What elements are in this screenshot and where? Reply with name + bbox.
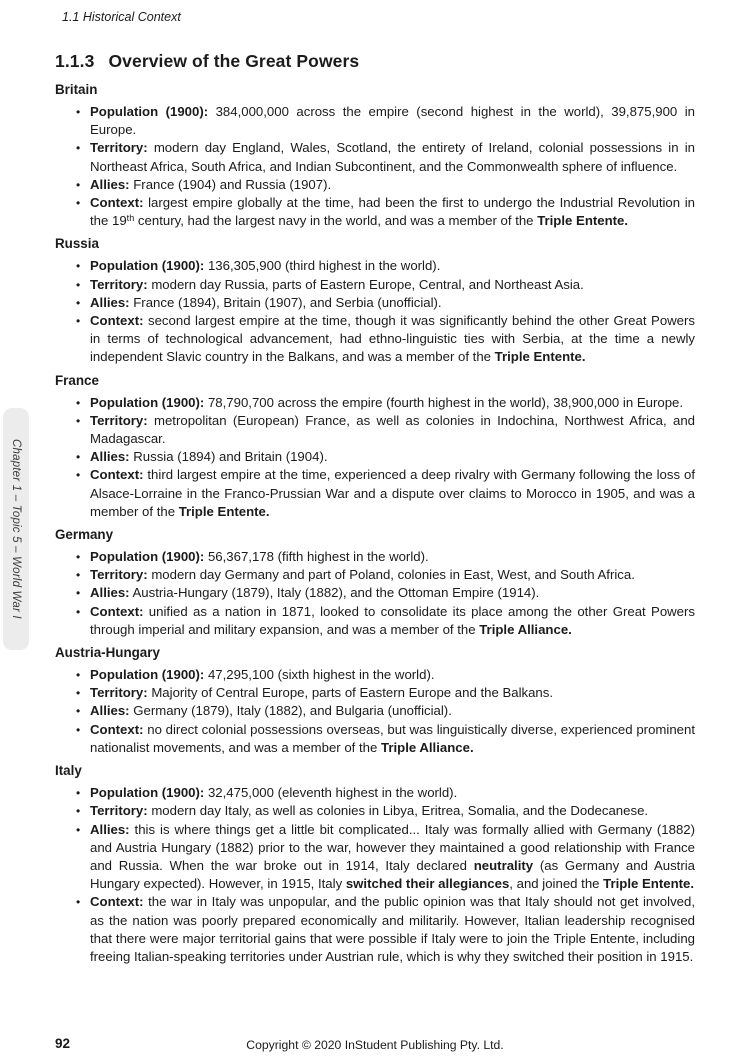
bullet-text: France (1904) and Russia (1907). [129,176,332,192]
section-heading: France [55,372,99,388]
bullet-text: modern day Germany and part of Poland, colonies in East, West, and South Africa. [147,567,635,583]
bullet-item [76,584,695,602]
bullet-label: Population (1900): [90,394,205,410]
bullet-label: switched their allegiances [345,876,510,892]
bullet-label: Territory: [90,803,148,819]
section-france [55,372,695,521]
bullet-label: Population (1900): [90,258,205,274]
bullet-label: Context: [90,603,144,619]
bullet-list [55,103,695,230]
bullet-label: Triple Entente. [178,503,270,519]
bullet-item [76,548,695,566]
sections [55,81,695,966]
bullet-label: Population (1900): [90,549,205,565]
bullet-label: Triple Entente. [537,213,629,229]
bullet-text: France (1894), Britain (1907), and Serbia (unofficial). [129,294,442,310]
bullet-item [76,294,695,312]
bullet-item [76,257,695,275]
bullet-item [76,176,695,194]
section-heading: Germany [55,527,114,543]
bullet-text: century, had the largest navy in the world, and was a member of the [134,213,538,229]
bullet-item [76,821,695,894]
bullet-list [55,257,695,366]
bullet-item [76,466,695,521]
bullet-text: 78,790,700 across the empire (fourth highest in the world), 38,900,000 in Europe. [204,394,684,410]
bullet-text: no direct colonial possessions overseas, but was linguistically diverse, experienced prominent nationalist movements, and was a member of the [90,721,695,755]
bullet-label: Context: [90,467,144,483]
bullet-label: Territory: [90,276,148,292]
bullet-text: largest empire globally at the time, had been the first to undergo the Industrial Revolution in the 19 [90,195,695,229]
bullet-label: Triple Alliance. [479,621,572,637]
bullet-label: Triple Entente. [494,349,586,365]
bullet-item [76,702,695,720]
bullet-item [76,893,695,966]
bullet-text: unified as a nation in 1871, looked to consolidate its place among the other Great Powers through imperial and military expansion, and was a member of the [90,603,695,637]
bullet-label: Territory: [90,567,148,583]
bullet-label: Allies: [90,821,130,837]
bullet-label: Territory: [90,685,148,701]
bullet-item [76,312,695,367]
section-germany [55,526,695,639]
bullet-text: (as Germany and Austria Hungary expected). However, in 1915, Italy [90,857,696,892]
bullet-label: Context: [90,313,144,329]
bullet-label: Context: [90,721,144,737]
bullet-item [76,394,695,412]
section-heading: Italy [55,763,82,779]
bullet-label: Triple Entente. [603,876,695,892]
section-heading: Austria-Hungary [55,645,160,661]
bullet-item [76,139,695,175]
chapter-sidebar-label: Chapter 1 – Topic 5 – World War I [10,439,22,619]
bullet-label: Population (1900): [90,785,205,801]
bullet-label: Allies: [90,703,130,719]
bullet-list [55,548,695,639]
copyright-text: Copyright © 2020 InStudent Publishing Pty. Ltd. [246,1038,504,1052]
bullet-item [76,603,695,639]
chapter-sidebar-tab [3,408,29,650]
bullet-text: Russia (1894) and Britain (1904). [129,449,328,465]
bullet-item [76,802,695,820]
bullet-item [76,276,695,294]
bullet-item [76,448,695,466]
bullet-text: Germany (1879), Italy (1882), and Bulgaria (unofficial). [129,703,452,719]
section-austria-hungary [55,644,695,757]
bullet-label: Context: [90,894,144,910]
bullet-item [76,721,695,757]
page-title-text: Overview of the Great Powers [108,51,360,71]
bullet-label: Allies: [90,176,130,192]
bullet-text: third largest empire at the time, experienced a deep rivalry with Germany following the loss of Alsace-Lorraine in the Franco-Prussian War and a dispute over claims to Morocco in 1905, and was a member of the [90,467,695,519]
bullet-text: this is where things get a little bit complicated... Italy was formally allied with Germany (1882) and Austria Hungary (1882) prior to the war, however they maintained a good relationship with France and Russia. When the war broke out in 1914, Italy declared [90,821,695,873]
bullet-item [76,103,695,139]
page-footer [0,1036,750,1056]
bullet-text: modern day Italy, as well as colonies in Libya, Eritrea, Somalia, and the Dodecanese. [147,803,649,819]
bullet-list [55,784,695,966]
bullet-text: modern day Russia, parts of Eastern Europe, Central, and Northeast Asia. [147,276,584,292]
bullet-label: neutrality [473,857,534,873]
bullet-list [55,666,695,757]
page-title [55,51,695,71]
bullet-text: Austria-Hungary (1879), Italy (1882), and the Ottoman Empire (1914). [129,585,540,601]
bullet-item [76,412,695,448]
bullet-item [76,194,695,230]
bullet-text: 136,305,900 (third highest in the world). [204,258,441,274]
bullet-text: 32,475,000 (eleventh highest in the world). [204,785,458,801]
section-heading: Russia [55,236,99,252]
bullet-label: Population (1900): [90,667,205,683]
bullet-text: second largest empire at the time, though it was significantly behind the other Great Powers in terms of technological advancement, had ethno-linguistic ties with Serbia, at the time a newly independent Slavic country in the Balkans, and was a member of the [90,313,695,365]
bullet-label: Territory: [90,412,148,428]
bullet-item [76,666,695,684]
bullet-text: the war in Italy was unpopular, and the public opinion was that Italy should not get involved, as the nation was poorly prepared economically and militarily. However, Italian leadership recognised that there were major territorial gains that were possible if Italy were to join the Triple Entente, including freeing Italian-speaking territories under Austrian rule, which is why they switched their position in 1915. [90,894,695,964]
bullet-label: Allies: [90,294,130,310]
section-italy [55,762,695,966]
bullet-text: Majority of Central Europe, parts of Eastern Europe and the Balkans. [147,685,554,701]
bullet-item [76,684,695,702]
bullet-text: 47,295,100 (sixth highest in the world). [204,667,435,683]
bullet-item [76,566,695,584]
bullet-list [55,394,695,521]
bullet-label: Territory: [90,140,148,156]
bullet-text: modern day England, Wales, Scotland, the entirety of Ireland, colonial possessions in in Northeast Africa, South Africa, and Indian Subcontinent, and the Commonwealth sphere of influence. [90,140,695,174]
bullet-item [76,784,695,802]
bullet-text: th [126,213,135,224]
bullet-label: Population (1900): [90,104,209,119]
section-britain [55,81,695,230]
bullet-text: , and joined the [509,876,604,892]
bullet-label: Context: [90,195,144,211]
page-number: 92 [55,1036,71,1051]
section-russia [55,235,695,366]
bullet-text: metropolitan (European) France, as well as colonies in Indochina, Northwest Africa, and Madagascar. [90,412,695,447]
page-content [55,51,695,966]
bullet-label: Triple Alliance. [381,739,474,755]
page-title-number: 1.1.3 [55,51,95,71]
section-heading: Britain [55,82,98,97]
bullet-label: Allies: [90,585,130,601]
bullet-label: Allies: [90,449,130,465]
running-header: 1.1 Historical Context [62,10,181,24]
bullet-text: 56,367,178 (fifth highest in the world). [204,549,429,565]
bullet-text: 384,000,000 across the empire (second highest in the world), 39,875,900 in Europe. [90,104,695,138]
